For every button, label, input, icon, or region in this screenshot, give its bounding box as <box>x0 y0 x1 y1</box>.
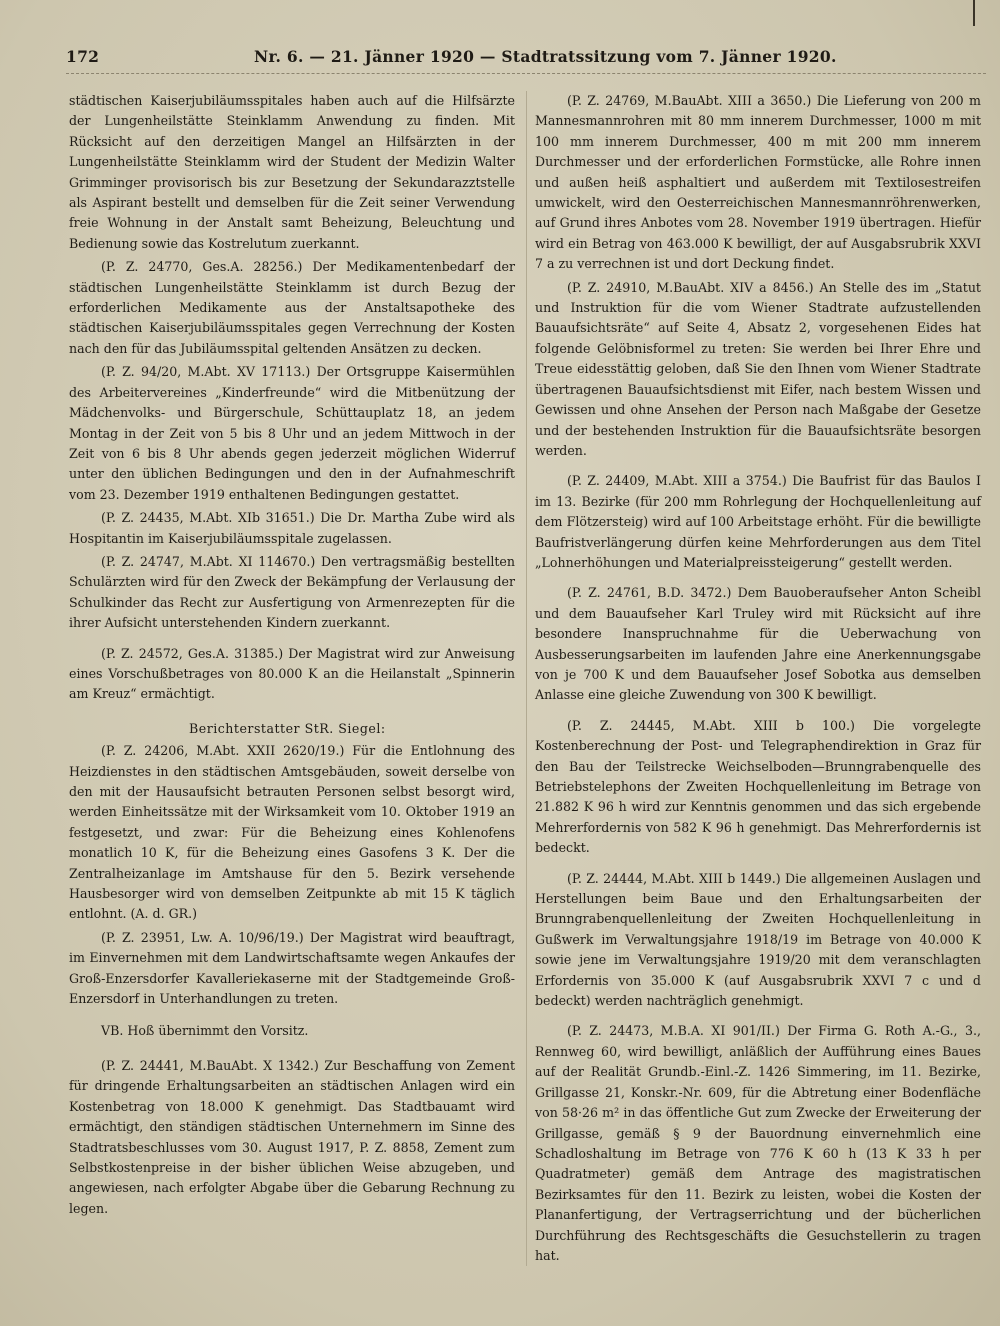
paragraph: (P. Z. 24435, M.Abt. XIb 31651.) Die Dr. Martha Zube wird als Hospitantin im Kaiserjubiläumsspitale zugelassen. <box>69 510 515 546</box>
paragraph: (P. Z. 24206, M.Abt. XXII 2620/19.) Für die Entlohnung des Heizdienstes in den städtischen Amtsgebäuden, soweit derselbe von den mit der Hausaufsicht betrauten Personen selbst besorgt wird, werden Einheitssätze mit der Wirksamkeit vom 10. Oktober 1919 an festgesetzt, und zwar: Für die Beheizung eines Kohlenofens monatlich 10 K, für die Beheizung eines Gasofens 3 K. Der die Zentralheizanlage im Amtshause für den 5. Bezirk versehende Hausbesorger wird von demselben Zeitpunkte ab mit 15 K täglich entlohnt. (A. d. GR.) <box>69 743 515 922</box>
paragraph: städtischen Kaiserjubiläumsspitales haben auch auf die Hilfsärzte der Lungenheilstätte Steinklamm Anwendung zu finden. Mit Rücksicht auf den derzeitigen Mangel an Hilfsärzten in der Lungenheilstätte Steinklamm wird der Student der Medizin Walter Grimminger provisorisch bis zur Besetzung der Sekundarazztstelle als Aspirant bestellt und demselben für die Zeit seiner Verwendung freie Wohnung in der Anstalt samt Beheizung, Beleuchtung und Bedienung sowie das Kostrelutum zuerkannt. <box>69 93 515 251</box>
paragraph: (P. Z. 24761, B.D. 3472.) Dem Bauoberaufseher Anton Scheibl und dem Bauaufseher Karl Truley wird mit Rücksicht auf ihre besondere Inanspruchnahme für die Ueberwachung von Ausbesserungsarbeiten im laufenden Jahre eine Anerkennungsgabe von je 700 K und dem Bauaufseher Josef Sobotka aus demselben Anlasse eine gleiche Zuwendung von 300 K bewilligt. <box>535 585 981 703</box>
column-divider <box>526 91 527 1266</box>
chair-note: VB. Hoß übernimmt den Vorsitz. <box>101 1023 309 1039</box>
paragraph: (P. Z. 24572, Ges.A. 31385.) Der Magistrat wird zur Anweisung eines Vorschußbetrages von 80.000 K an die Heilanstalt „Spinnerin am Kreuz“ ermächtigt. <box>69 645 515 702</box>
paragraph: (P. Z. 24444, M.Abt. XIII b 1449.) Die allgemeinen Auslagen und Herstellungen beim Baue und den Erhaltungsarbeiten der Brunngrabenquellenleitung der Zweiten Hochquellenleitung in Gußwerk im Verwaltungsjahre 1918/19 im Betrage von 40.000 K sowie jene im Verwaltungsjahre 1919/20 mit dem veranschlagten Erfordernis von 35.000 K (auf Ausgabsrubrik XXVI 7 c und d bedeckt) werden nachträglich genehmigt. <box>535 870 981 1009</box>
page-header <box>66 47 837 71</box>
paragraph: (P. Z. 94/20, M.Abt. XV 17113.) Der Ortsgruppe Kaisermühlen des Arbeitervereines „Kinderfreunde“ wird die Mitbenützung der Mädchenvolks- und Bürgerschule, Schüttauplatz 18, an jedem Montag in der Zeit von 5 bis 8 Uhr und an jedem Mittwoch in der Zeit von 6 bis 8 Uhr abends gegen jederzeit möglichen Widerruf unter den üblichen Bedingungen und den in der Aufnahmeschrift vom 23. Dezember 1919 enthaltenen Bedingungen gestattet. <box>69 364 515 502</box>
page-number: 172 <box>66 47 100 66</box>
paragraph: (P. Z. 24769, M.BauAbt. XIII a 3650.) Die Lieferung von 200 m Mannesmannrohren mit 80 mm innerem Durchmesser, 1000 m mit 100 mm innerem Durchmesser, 400 m mit 200 mm innerem Durchmesser und der erforderlichen Formstücke, alle Rohre innen und außen heiß asphaltiert und außerdem mit Textilosestreifen umwickelt, wird den Oesterreichischen Mannesmannröhrenwerken, auf Grund ihres Anbotes vom 28. November 1919 übertragen. Hiefür wird ein Betrag von 463.000 K bewilligt, der auf Ausgabsrubrik XXVI 7 a zu verrechnen ist und dort Deckung findet. <box>535 93 981 272</box>
header-title: Nr. 6. — 21. Jänner 1920 — Stadtratssitzung vom 7. Jänner 1920. <box>254 47 837 66</box>
paragraph: (P. Z. 23951, Lw. A. 10/96/19.) Der Magistrat wird beauftragt, im Einvernehmen mit dem Landwirtschaftsamte wegen Ankaufes der Groß-Enzersdorfer Kavalleriekaserne mit der Stadtgemeinde Groß-Enzersdorf in Unterhandlungen zu treten. <box>69 929 515 1007</box>
paragraph: (P. Z. 24910, M.BauAbt. XIV a 8456.) An Stelle des im „Statut und Instruktion für die vom Wiener Stadtrate aufzustellenden Bauaufsichtsräte“ auf Seite 4, Absatz 2, vorgesehenen Eides hat folgende Gelöbnisformel zu treten: Sie werden bei Ihrer Ehre und Treue eidesstättig geloben, daß Sie den Ihnen vom Wiener Stadtrate übertragenen Bauaufsichtsdienst mit Eifer, nach bestem Wissen und Gewissen und ohne Ansehen der Person nach Maßgabe der Gesetze und der bestehenden Instruktion für die Bauaufsichtsräte besorgen werden. <box>535 279 981 458</box>
paragraph: (P. Z. 24409, M.Abt. XIII a 3754.) Die Baufrist für das Baulos I im 13. Bezirke (für 200 mm Rohrlegung der Hochquellenleitung auf dem Flötzersteig) wird auf 100 Arbeitstage erhöht. Für die bewilligte Baufristverlängerung dürfen keine Mehrforderungen aus dem Titel „Lohnerhöhungen und Materialpreissteigerung“ gestellt werden. <box>535 473 981 570</box>
paragraph: (P. Z. 24747, M.Abt. XI 114670.) Den vertragsmäßig bestellten Schulärzten wird für den Zweck der Bekämpfung der Verlausung der Schulkinder das Recht zur Ausfertigung von Armenrezepten für die ihrer Aufsicht unterstehenden Kindern zuerkannt. <box>69 553 515 631</box>
left-column <box>69 91 515 1222</box>
paragraph: (P. Z. 24445, M.Abt. XIII b 100.) Die vorgelegte Kostenberechnung der Post- und Telegraphendirektion in Graz für den Bau der Teilstrecke Weichselboden—Brunngrabenquelle des Betriebstelephons der Zweiten Hochquellenleitung im Betrage von 21.882 K 96 h wird zur Kenntnis genommen und das sich ergebende Mehrerfordernis von 582 K 96 h genehmigt. Das Mehrerfordernis ist bedeckt. <box>535 717 981 856</box>
header-rule <box>66 73 986 74</box>
paragraph: (P. Z. 24473, M.B.A. XI 901/II.) Der Firma G. Roth A.-G., 3., Rennweg 60, wird bewilligt, anläßlich der Aufführung eines Baues auf der Realität Grundb.-Einl.-Z. 1426 Simmering, im 11. Bezirke, Grillgasse 21, Konskr.-Nr. 609, für die Abtretung einer Bodenfläche von 58·26 m² in das öffentliche Gut zum Zwecke der Erweiterung der Grillgasse, gemäß § 9 der Bauordnung einvernehmlich eine Schadloshaltung im Betrage von 776 K 60 h (13 K 33 h per Quadratmeter) gemäß dem Antrage des magistratischen Bezirksamtes für den 11. Bezirk zu leisten, wobei die Kosten der Plananfertigung, der Vertragserrichtung und der bücherlichen Durchführung des Rechtsgeschäfts die Gesuchstellerin zu tragen hat. <box>535 1023 981 1263</box>
reporter-heading: Berichterstatter StR. Siegel: <box>189 720 386 736</box>
right-column <box>535 91 981 1269</box>
page-edge-mark <box>973 0 975 26</box>
paragraph: (P. Z. 24441, M.BauAbt. X 1342.) Zur Beschaffung von Zement für dringende Erhaltungsarbeiten an städtischen Anlagen wird ein Kostenbetrag von 18.000 K genehmigt. Das Stadtbauamt wird ermächtigt, den ständigen städtischen Unternehmern im Sinne des Stadtratsbeschlusses vom 30. August 1917, P. Z. 8858, Zement zum Selbstkostenpreise in der bisher üblichen Weise abzugeben, und angewiesen, nach erfolgter Abgabe über die Gebarung Rechnung zu legen. <box>69 1057 515 1216</box>
paragraph: (P. Z. 24770, Ges.A. 28256.) Der Medikamentenbedarf der städtischen Lungenheilstätte Steinklamm ist durch Bezug der erforderlichen Medikamente aus der Anstaltsapotheke des städtischen Kaiserjubiläumsspitales gegen Verrechnung der Kosten nach den für das Jubiläumsspital geltenden Ansätzen zu decken. <box>69 259 515 356</box>
